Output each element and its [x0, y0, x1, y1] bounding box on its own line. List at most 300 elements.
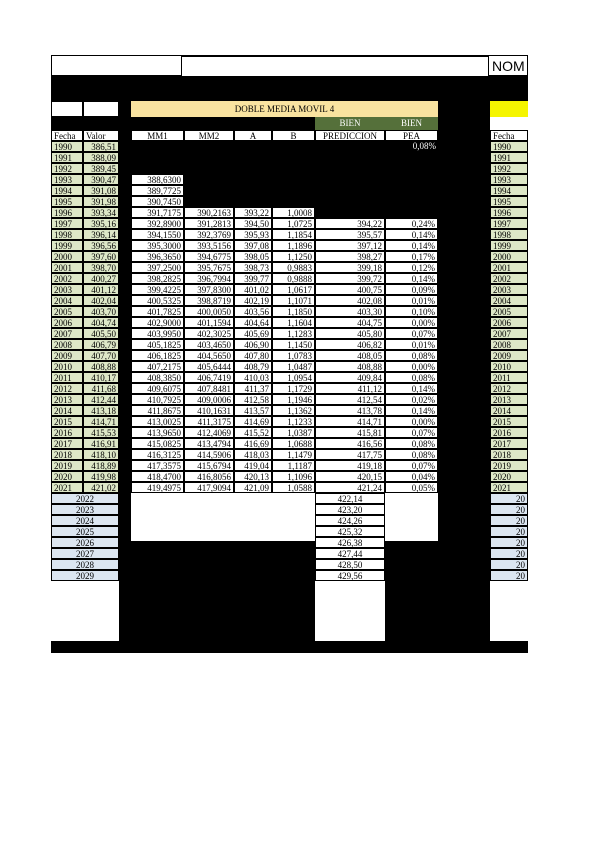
- future-pred-cell: 426,38: [315, 537, 385, 548]
- pred-cell: 400,75: [315, 284, 385, 295]
- mm2-cell: 406,7419: [184, 372, 234, 383]
- pred-cell: 412,54: [315, 394, 385, 405]
- mm1-cell: 391,7175: [131, 207, 184, 218]
- mm1-cell: 406,1825: [131, 350, 184, 361]
- pea-cell: 0,00%: [385, 361, 438, 372]
- future-year-cell-right: 20: [490, 537, 528, 548]
- year-cell-right: 1994: [490, 185, 528, 196]
- pred-cell: 413,78: [315, 405, 385, 416]
- mm1-cell: 403,9950: [131, 328, 184, 339]
- valor-cell: 414,71: [83, 416, 119, 427]
- valor-cell: 396,14: [83, 229, 119, 240]
- mm2-cell: 401,1594: [184, 317, 234, 328]
- mm2-cell: 400,0050: [184, 306, 234, 317]
- pea-cell: 0,08%: [385, 350, 438, 361]
- small-box-2: [83, 101, 119, 117]
- valor-cell: 388,09: [83, 152, 119, 163]
- a-cell: 395,93: [234, 229, 272, 240]
- pea-cell: 0,14%: [385, 229, 438, 240]
- future-year-cell-right: 20: [490, 570, 528, 581]
- mm1-cell: 405,1825: [131, 339, 184, 350]
- year-cell: 1995: [51, 196, 83, 207]
- year-cell: 2005: [51, 306, 83, 317]
- mm1-cell: 397,2500: [131, 262, 184, 273]
- b-cell: 1,0008: [272, 207, 315, 218]
- valor-cell: 410,17: [83, 372, 119, 383]
- mm2-cell: 396,7994: [184, 273, 234, 284]
- b-cell: 1,0487: [272, 361, 315, 372]
- a-cell: 403,56: [234, 306, 272, 317]
- b-cell: 1,1479: [272, 449, 315, 460]
- pea-cell: 0,10%: [385, 306, 438, 317]
- mm2-cell: 411,3175: [184, 416, 234, 427]
- year-cell-right: 2005: [490, 306, 528, 317]
- pred-cell: 419,18: [315, 460, 385, 471]
- valor-cell: 411,68: [83, 383, 119, 394]
- mm2-cell: 412,4069: [184, 427, 234, 438]
- mm1-cell: 396,3650: [131, 251, 184, 262]
- year-cell-right: 2001: [490, 262, 528, 273]
- mm1-cell: 413,0025: [131, 416, 184, 427]
- pred-cell: 402,08: [315, 295, 385, 306]
- valor-cell: 397,60: [83, 251, 119, 262]
- b-cell: 1,1896: [272, 240, 315, 251]
- a-cell: 401,02: [234, 284, 272, 295]
- bien-label-1: BIEN: [315, 117, 385, 130]
- pred-cell: 397,12: [315, 240, 385, 251]
- valor-cell: 393,34: [83, 207, 119, 218]
- pea-cell: 0,07%: [385, 328, 438, 339]
- a-cell: 399,77: [234, 273, 272, 284]
- pred-cell: 395,57: [315, 229, 385, 240]
- year-cell: 2017: [51, 438, 83, 449]
- header-prediccion: PREDICCION: [315, 130, 385, 141]
- a-cell: 402,19: [234, 295, 272, 306]
- b-cell: 1,1071: [272, 295, 315, 306]
- year-cell: 1999: [51, 240, 83, 251]
- mm2-cell: 393,5156: [184, 240, 234, 251]
- a-cell: 420,13: [234, 471, 272, 482]
- future-pred-cell: 425,32: [315, 526, 385, 537]
- year-cell: 2019: [51, 460, 83, 471]
- year-cell-right: 1993: [490, 174, 528, 185]
- pea-cell: 0,12%: [385, 262, 438, 273]
- year-cell-right: 2017: [490, 438, 528, 449]
- year-cell: 2003: [51, 284, 83, 295]
- valor-cell: 395,16: [83, 218, 119, 229]
- pred-cell: 404,75: [315, 317, 385, 328]
- bottom-black-band: [51, 641, 528, 653]
- year-cell: 2016: [51, 427, 83, 438]
- header-a: A: [234, 130, 272, 141]
- mm2-cell: 417,9094: [184, 482, 234, 493]
- year-cell: 2010: [51, 361, 83, 372]
- valor-cell: 389,45: [83, 163, 119, 174]
- year-cell-right: 2008: [490, 339, 528, 350]
- year-cell-right: 2015: [490, 416, 528, 427]
- future-left-black: [119, 541, 315, 641]
- year-cell: 2020: [51, 471, 83, 482]
- valor-cell: 396,56: [83, 240, 119, 251]
- pred-cell: 399,72: [315, 273, 385, 284]
- year-cell-right: 2009: [490, 350, 528, 361]
- valor-cell: 398,70: [83, 262, 119, 273]
- b-cell: 1,1850: [272, 306, 315, 317]
- b-cell: 1,0783: [272, 350, 315, 361]
- year-cell-right: 1990: [490, 141, 528, 152]
- b-cell: 1,1187: [272, 460, 315, 471]
- future-year-cell: 2024: [51, 515, 119, 526]
- header-pea: PEA: [385, 130, 438, 141]
- a-cell: 397,08: [234, 240, 272, 251]
- mm1-cell: 411,8675: [131, 405, 184, 416]
- year-cell: 2018: [51, 449, 83, 460]
- pea-cell: 0,08%: [385, 449, 438, 460]
- bien-label-2: BIEN: [385, 117, 438, 130]
- a-cell: 408,79: [234, 361, 272, 372]
- mm2-cell: 395,7675: [184, 262, 234, 273]
- valor-cell: 413,18: [83, 405, 119, 416]
- b-cell: 1,0387: [272, 427, 315, 438]
- b-cell: 1,1362: [272, 405, 315, 416]
- future-pred-cell: 427,44: [315, 548, 385, 559]
- pea-cell: 0,00%: [385, 416, 438, 427]
- a-cell: 411,37: [234, 383, 272, 394]
- b-cell: 1,1604: [272, 317, 315, 328]
- a-cell: 404,64: [234, 317, 272, 328]
- pred-cell: 408,88: [315, 361, 385, 372]
- valor-cell: 386,51: [83, 141, 119, 152]
- mm2-cell: 392,3769: [184, 229, 234, 240]
- a-cell: 414,69: [234, 416, 272, 427]
- year-cell-right: 1998: [490, 229, 528, 240]
- mm1-cell: 417,3575: [131, 460, 184, 471]
- year-cell: 1996: [51, 207, 83, 218]
- mm1-cell: 401,7825: [131, 306, 184, 317]
- year-cell-right: 1999: [490, 240, 528, 251]
- pea-cell: 0,04%: [385, 471, 438, 482]
- future-right-black: [385, 541, 490, 641]
- year-cell-right: 1996: [490, 207, 528, 218]
- pred-cell: 417,75: [315, 449, 385, 460]
- valor-cell: 390,47: [83, 174, 119, 185]
- a-cell: 398,73: [234, 262, 272, 273]
- pred-cell: 416,56: [315, 438, 385, 449]
- year-cell: 1994: [51, 185, 83, 196]
- mm2-cell: 405,6444: [184, 361, 234, 372]
- b-cell: 1,1729: [272, 383, 315, 394]
- year-cell-right: 2007: [490, 328, 528, 339]
- mm1-cell: 415,0825: [131, 438, 184, 449]
- mm1-cell: 410,7925: [131, 394, 184, 405]
- a-cell: 410,03: [234, 372, 272, 383]
- mm1-cell: 402,9000: [131, 317, 184, 328]
- future-year-cell-right: 20: [490, 515, 528, 526]
- gap-black: [119, 101, 131, 130]
- pea-top-value: 0,08%: [412, 141, 436, 151]
- future-year-cell: 2027: [51, 548, 119, 559]
- valor-cell: 412,44: [83, 394, 119, 405]
- future-year-cell-right: 20: [490, 548, 528, 559]
- mm1-cell: 394,1550: [131, 229, 184, 240]
- a-cell: 393,22: [234, 207, 272, 218]
- mm2-cell: 397,8300: [184, 284, 234, 295]
- future-year-cell: 2029: [51, 570, 119, 581]
- valor-cell: 407,70: [83, 350, 119, 361]
- mm1-cell: 389,7725: [131, 185, 184, 196]
- year-cell-right: 2018: [490, 449, 528, 460]
- b-cell: 0,9888: [272, 273, 315, 284]
- future-pred-cell: 423,20: [315, 504, 385, 515]
- a-cell: 419,04: [234, 460, 272, 471]
- header-mm1: MM1: [131, 130, 184, 141]
- year-cell-right: 2014: [490, 405, 528, 416]
- b-cell: 1,1283: [272, 328, 315, 339]
- year-cell-right: 2010: [490, 361, 528, 372]
- year-cell: 1997: [51, 218, 83, 229]
- b-cell: 1,0588: [272, 482, 315, 493]
- year-cell-right: 2016: [490, 427, 528, 438]
- mm1-cell: 395,3000: [131, 240, 184, 251]
- mm1-cell: 398,2825: [131, 273, 184, 284]
- a-cell: 407,80: [234, 350, 272, 361]
- year-cell-right: 2000: [490, 251, 528, 262]
- header-black-band: [51, 76, 528, 101]
- pea-cell: 0,14%: [385, 383, 438, 394]
- year-cell: 1993: [51, 174, 83, 185]
- year-cell-right: 2006: [490, 317, 528, 328]
- valor-cell: 403,70: [83, 306, 119, 317]
- future-year-cell-right: 20: [490, 504, 528, 515]
- year-cell: 2012: [51, 383, 83, 394]
- mm2-cell: 394,6775: [184, 251, 234, 262]
- year-cell: 1991: [51, 152, 83, 163]
- year-cell-right: 1992: [490, 163, 528, 174]
- a-cell: 406,90: [234, 339, 272, 350]
- mm1-cell: 407,2175: [131, 361, 184, 372]
- pea-cell: 0,00%: [385, 317, 438, 328]
- year-cell: 2006: [51, 317, 83, 328]
- a-cell: 418,03: [234, 449, 272, 460]
- year-cell: 2013: [51, 394, 83, 405]
- future-pred-cell: 424,26: [315, 515, 385, 526]
- pred-cell: 421,24: [315, 482, 385, 493]
- mm1-cell: 390,7450: [131, 196, 184, 207]
- year-cell: 2004: [51, 295, 83, 306]
- nom-box: NOM: [488, 55, 528, 76]
- mm2-cell: 410,1631: [184, 405, 234, 416]
- valor-cell: 402,04: [83, 295, 119, 306]
- b-cell: 1,0617: [272, 284, 315, 295]
- bien-left-black: [131, 117, 315, 130]
- year-cell-right: 2003: [490, 284, 528, 295]
- valor-cell: 418,10: [83, 449, 119, 460]
- future-pred-cell: 422,14: [315, 493, 385, 504]
- mm2-cell: 414,5906: [184, 449, 234, 460]
- header-fecha: Fecha: [51, 130, 83, 141]
- a-cell: 421,09: [234, 482, 272, 493]
- year-cell-right: 2019: [490, 460, 528, 471]
- valor-cell: 418,89: [83, 460, 119, 471]
- table-title: DOBLE MEDIA MOVIL 4: [131, 101, 438, 117]
- valor-cell: 405,50: [83, 328, 119, 339]
- year-cell: 1998: [51, 229, 83, 240]
- pea-cell: 0,14%: [385, 240, 438, 251]
- mm1-cell: 413,9650: [131, 427, 184, 438]
- b-cell: 1,1450: [272, 339, 315, 350]
- year-cell: 1990: [51, 141, 83, 152]
- mm2-cell: 404,5650: [184, 350, 234, 361]
- mm2-cell: 409,0006: [184, 394, 234, 405]
- future-year-cell-right: 20: [490, 559, 528, 570]
- future-year-cell: 2026: [51, 537, 119, 548]
- b-cell: 1,1250: [272, 251, 315, 262]
- pea-cell: 0,14%: [385, 405, 438, 416]
- future-year-cell: 2023: [51, 504, 119, 515]
- mm1-cell: 416,3125: [131, 449, 184, 460]
- pea-cell: 0,05%: [385, 482, 438, 493]
- pea-cell: 0,07%: [385, 460, 438, 471]
- mm2-cell: 402,3025: [184, 328, 234, 339]
- year-cell: 2014: [51, 405, 83, 416]
- b-cell: 1,1096: [272, 471, 315, 482]
- valor-cell: 404,74: [83, 317, 119, 328]
- year-cell: 2002: [51, 273, 83, 284]
- year-cell: 2021: [51, 482, 83, 493]
- valor-cell: 421,02: [83, 482, 119, 493]
- title-right-black: [438, 101, 490, 130]
- b-cell: 0,9883: [272, 262, 315, 273]
- mm2-cell: 391,2813: [184, 218, 234, 229]
- valor-cell: 406,79: [83, 339, 119, 350]
- mm2-cell: 390,2163: [184, 207, 234, 218]
- mm1-cell: 392,8900: [131, 218, 184, 229]
- pred-cell: 406,82: [315, 339, 385, 350]
- mm1-cell: 399,4225: [131, 284, 184, 295]
- pea-cell: 0,02%: [385, 394, 438, 405]
- pea-cell: 0,08%: [385, 438, 438, 449]
- mm2-cell: 416,8056: [184, 471, 234, 482]
- valor-cell: 391,08: [83, 185, 119, 196]
- pred-cell: 398,27: [315, 251, 385, 262]
- b-cell: 1,0954: [272, 372, 315, 383]
- pea-cell: 0,09%: [385, 284, 438, 295]
- right-yellow-box: [490, 101, 528, 117]
- pea-cell: 0,07%: [385, 427, 438, 438]
- pea-cell: 0,08%: [385, 372, 438, 383]
- top-line: [182, 55, 488, 57]
- mm2-cell: 413,4794: [184, 438, 234, 449]
- pred-cell: 405,80: [315, 328, 385, 339]
- a-cell: 416,69: [234, 438, 272, 449]
- pea-cell: 0,01%: [385, 295, 438, 306]
- year-cell: 2000: [51, 251, 83, 262]
- a-cell: 405,69: [234, 328, 272, 339]
- mm1-cell: 419,4975: [131, 482, 184, 493]
- mm1-cell: 388,6300: [131, 174, 184, 185]
- b-cell: 1,0725: [272, 218, 315, 229]
- year-cell-right: 2002: [490, 273, 528, 284]
- pred-cell: 408,05: [315, 350, 385, 361]
- a-cell: 398,05: [234, 251, 272, 262]
- future-year-cell-right: 20: [490, 526, 528, 537]
- valor-cell: 401,12: [83, 284, 119, 295]
- valor-cell: 419,98: [83, 471, 119, 482]
- mm2-cell: 415,6794: [184, 460, 234, 471]
- future-year-cell-right: 20: [490, 493, 528, 504]
- pred-cell: 411,12: [315, 383, 385, 394]
- year-cell-right: 1991: [490, 152, 528, 163]
- year-cell-right: 2020: [490, 471, 528, 482]
- header-fecha-right: Fecha: [490, 130, 528, 141]
- b-cell: 1,0688: [272, 438, 315, 449]
- pea-cell: 0,24%: [385, 218, 438, 229]
- future-pred-cell: 428,50: [315, 559, 385, 570]
- header-b: B: [272, 130, 315, 141]
- year-cell-right: 2004: [490, 295, 528, 306]
- mm2-cell: 407,8481: [184, 383, 234, 394]
- year-cell-right: 2021: [490, 482, 528, 493]
- pea-cell: 0,17%: [385, 251, 438, 262]
- pea-cell: 0,14%: [385, 273, 438, 284]
- b-cell: 1,1233: [272, 416, 315, 427]
- header-valor: Valor: [83, 130, 119, 141]
- year-cell-right: 2011: [490, 372, 528, 383]
- year-cell: 2011: [51, 372, 83, 383]
- pred-cell: 409,84: [315, 372, 385, 383]
- year-cell: 2009: [51, 350, 83, 361]
- future-year-cell: 2025: [51, 526, 119, 537]
- valor-cell: 408,88: [83, 361, 119, 372]
- future-year-cell: 2022: [51, 493, 119, 504]
- year-cell: 1992: [51, 163, 83, 174]
- top-left-box: [51, 55, 182, 76]
- mm1-cell: 400,5325: [131, 295, 184, 306]
- pred-cell: 403,30: [315, 306, 385, 317]
- year-cell: 2015: [51, 416, 83, 427]
- mm1-cell: 409,6075: [131, 383, 184, 394]
- valor-cell: 400,27: [83, 273, 119, 284]
- year-cell-right: 2013: [490, 394, 528, 405]
- a-cell: 394,50: [234, 218, 272, 229]
- year-cell-right: 2012: [490, 383, 528, 394]
- header-mm2: MM2: [184, 130, 234, 141]
- pred-cell: 414,71: [315, 416, 385, 427]
- valor-cell: 391,98: [83, 196, 119, 207]
- a-cell: 415,52: [234, 427, 272, 438]
- future-year-cell: 2028: [51, 559, 119, 570]
- pred-cell: 420,15: [315, 471, 385, 482]
- valor-cell: 416,91: [83, 438, 119, 449]
- pred-cell: 399,18: [315, 262, 385, 273]
- year-cell-right: 1997: [490, 218, 528, 229]
- valor-cell: 415,53: [83, 427, 119, 438]
- mm2-cell: 403,4650: [184, 339, 234, 350]
- year-cell: 2001: [51, 262, 83, 273]
- pred-cell: 394,22: [315, 218, 385, 229]
- a-cell: 412,58: [234, 394, 272, 405]
- future-pred-cell: 429,56: [315, 570, 385, 581]
- a-cell: 413,57: [234, 405, 272, 416]
- pred-cell: 415,81: [315, 427, 385, 438]
- pea-cell: 0,01%: [385, 339, 438, 350]
- year-cell: 2007: [51, 328, 83, 339]
- mm1-cell: 418,4700: [131, 471, 184, 482]
- b-cell: 1,1854: [272, 229, 315, 240]
- small-box-1: [51, 101, 83, 117]
- mm1-cell: 408,3850: [131, 372, 184, 383]
- left-black-under-boxes: [51, 117, 119, 130]
